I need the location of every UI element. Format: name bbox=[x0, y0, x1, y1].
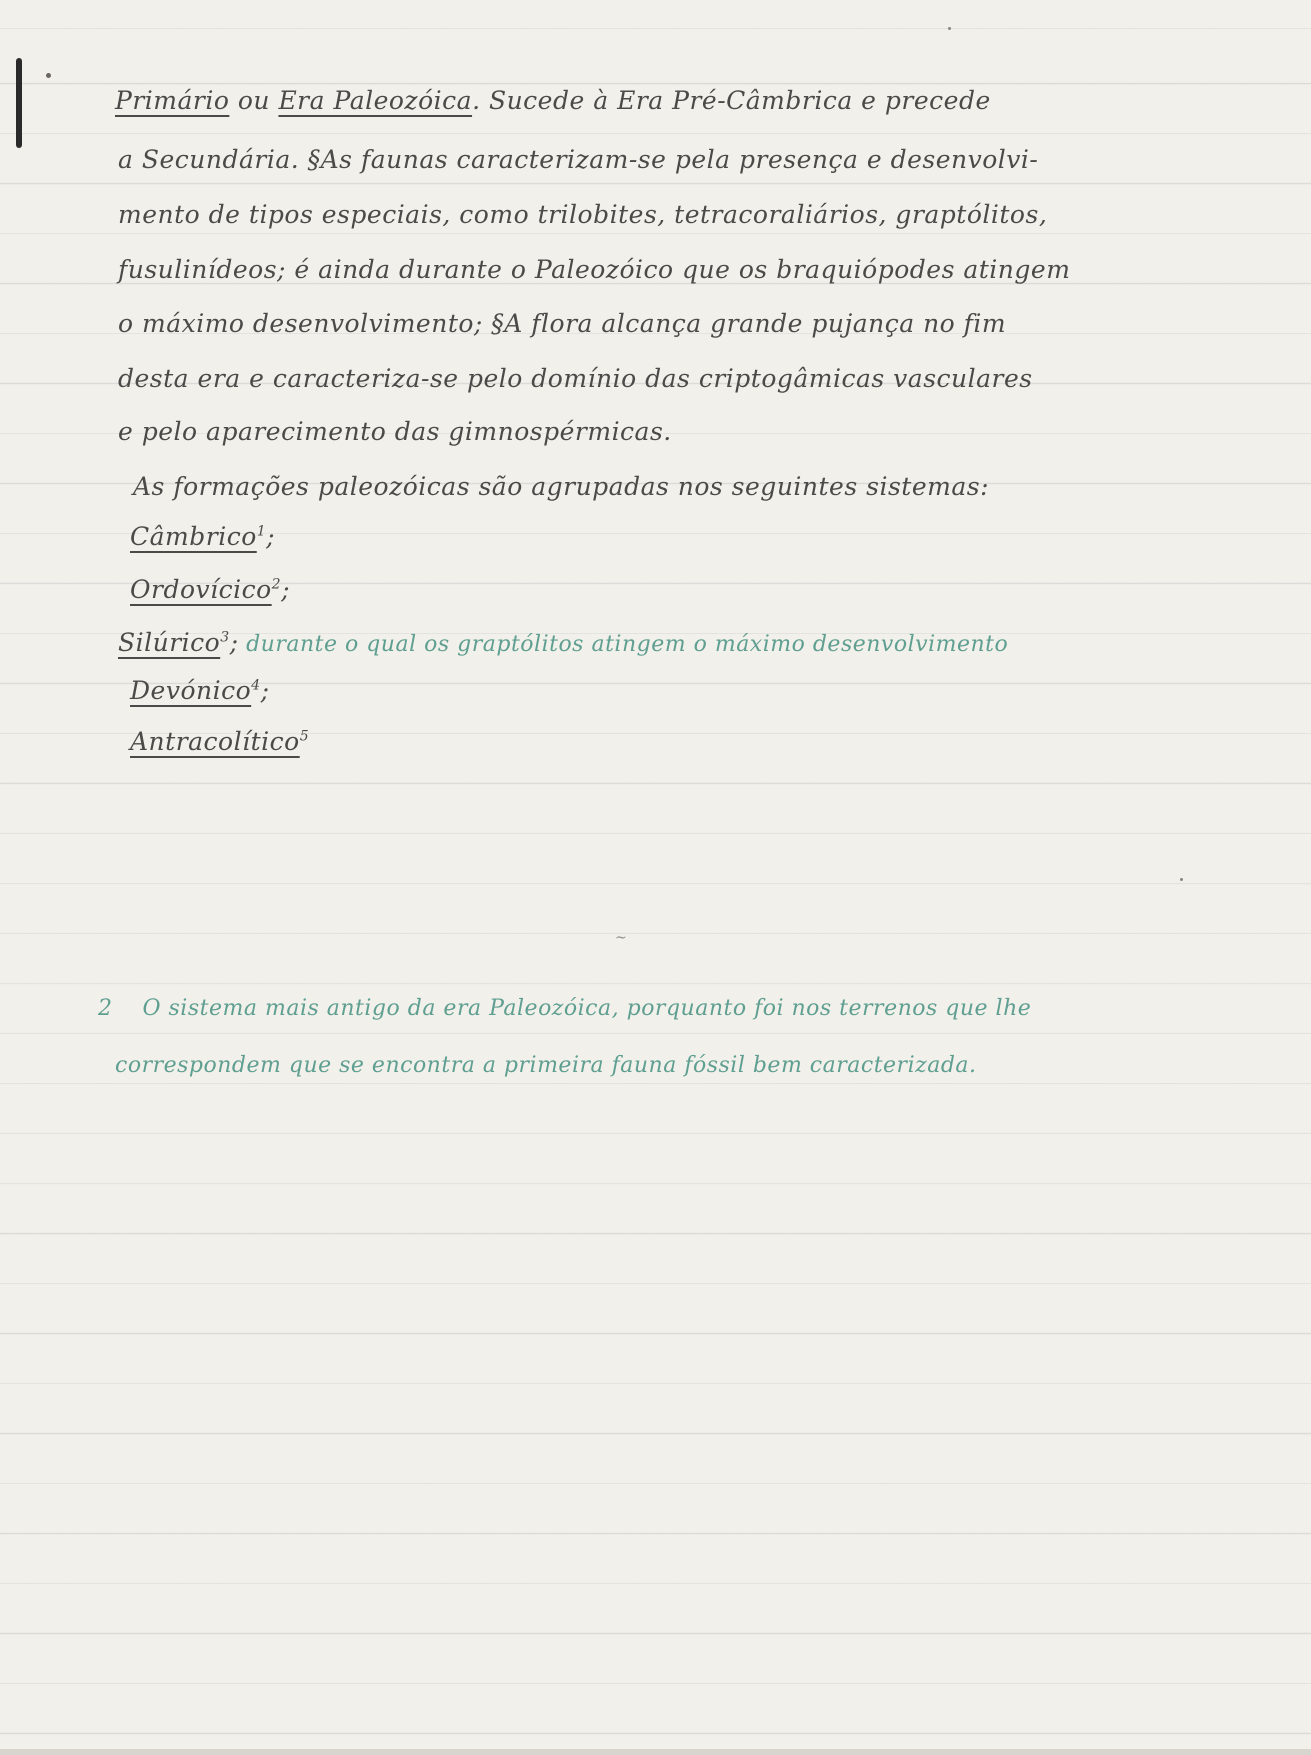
system-item bbox=[118, 628, 1008, 657]
footnote-number: 2 bbox=[98, 996, 113, 1021]
text-line-2: a Secundária. §As faunas caracterizam-se pela presença e desenvolvi- bbox=[118, 145, 1039, 174]
footnote-mark: 2 bbox=[271, 576, 282, 593]
footnote-line-2: correspondem que se encontra a primeira fauna fóssil bem caracterizada. bbox=[115, 1053, 977, 1078]
text-line-5: o máximo desenvolvimento; §A flora alcança grande pujança no fim bbox=[118, 309, 1007, 338]
text-connector: ou bbox=[229, 86, 279, 115]
system-name: Antracolítico bbox=[130, 727, 300, 756]
system-end: ; bbox=[229, 628, 239, 657]
footnote-mark: 3 bbox=[220, 629, 230, 646]
system-item bbox=[130, 727, 309, 756]
footnote-line-1 bbox=[98, 996, 1031, 1021]
system-item bbox=[130, 522, 275, 551]
text-line-6: desta era e caracteriza-se pelo domínio das criptogâmicas vasculares bbox=[118, 364, 1033, 393]
text-line-7: e pelo aparecimento das gimnospérmicas. bbox=[118, 417, 672, 446]
footnote-mark: 1 bbox=[256, 523, 267, 540]
system-item bbox=[130, 575, 290, 604]
text-line-3: mento de tipos especiais, como trilobites, tetracoraliários, graptólitos, bbox=[118, 200, 1048, 229]
system-end: ; bbox=[260, 676, 270, 705]
heading-era-paleozoica: Era Paleozóica bbox=[278, 86, 473, 115]
margin-dot bbox=[46, 73, 51, 78]
system-name: Devónico bbox=[130, 676, 252, 705]
page-edge bbox=[0, 1749, 1311, 1755]
heading-primario: Primário bbox=[115, 86, 230, 115]
binding-mark bbox=[16, 58, 22, 148]
text-line-4: fusulinídeos; é ainda durante o Paleozóico que os braquiópodes atingem bbox=[118, 255, 1071, 284]
system-item bbox=[130, 676, 270, 705]
system-name: Câmbrico bbox=[130, 522, 257, 551]
text-line-1-rest: . Sucede à Era Pré-Câmbrica e precede bbox=[472, 86, 991, 115]
text-line-8: As formações paleozóicas são agrupadas nos seguintes sistemas: bbox=[133, 472, 989, 501]
footnote-text-1: O sistema mais antigo da era Paleozóica, porquanto foi nos terrenos que lhe bbox=[142, 996, 1032, 1021]
system-name: Ordovícico bbox=[130, 575, 272, 604]
system-note: durante o qual os graptólitos atingem o máximo desenvolvimento bbox=[238, 632, 1009, 657]
separator-mark: ~ bbox=[615, 930, 628, 946]
text-line-1 bbox=[115, 86, 991, 115]
system-name: Silúrico bbox=[118, 628, 221, 657]
system-end: ; bbox=[266, 522, 276, 551]
paper-speck bbox=[948, 27, 951, 30]
footnote-mark: 4 bbox=[251, 677, 261, 694]
footnote-mark: 5 bbox=[299, 728, 310, 745]
system-end: ; bbox=[281, 575, 291, 604]
paper-speck bbox=[1180, 878, 1183, 881]
